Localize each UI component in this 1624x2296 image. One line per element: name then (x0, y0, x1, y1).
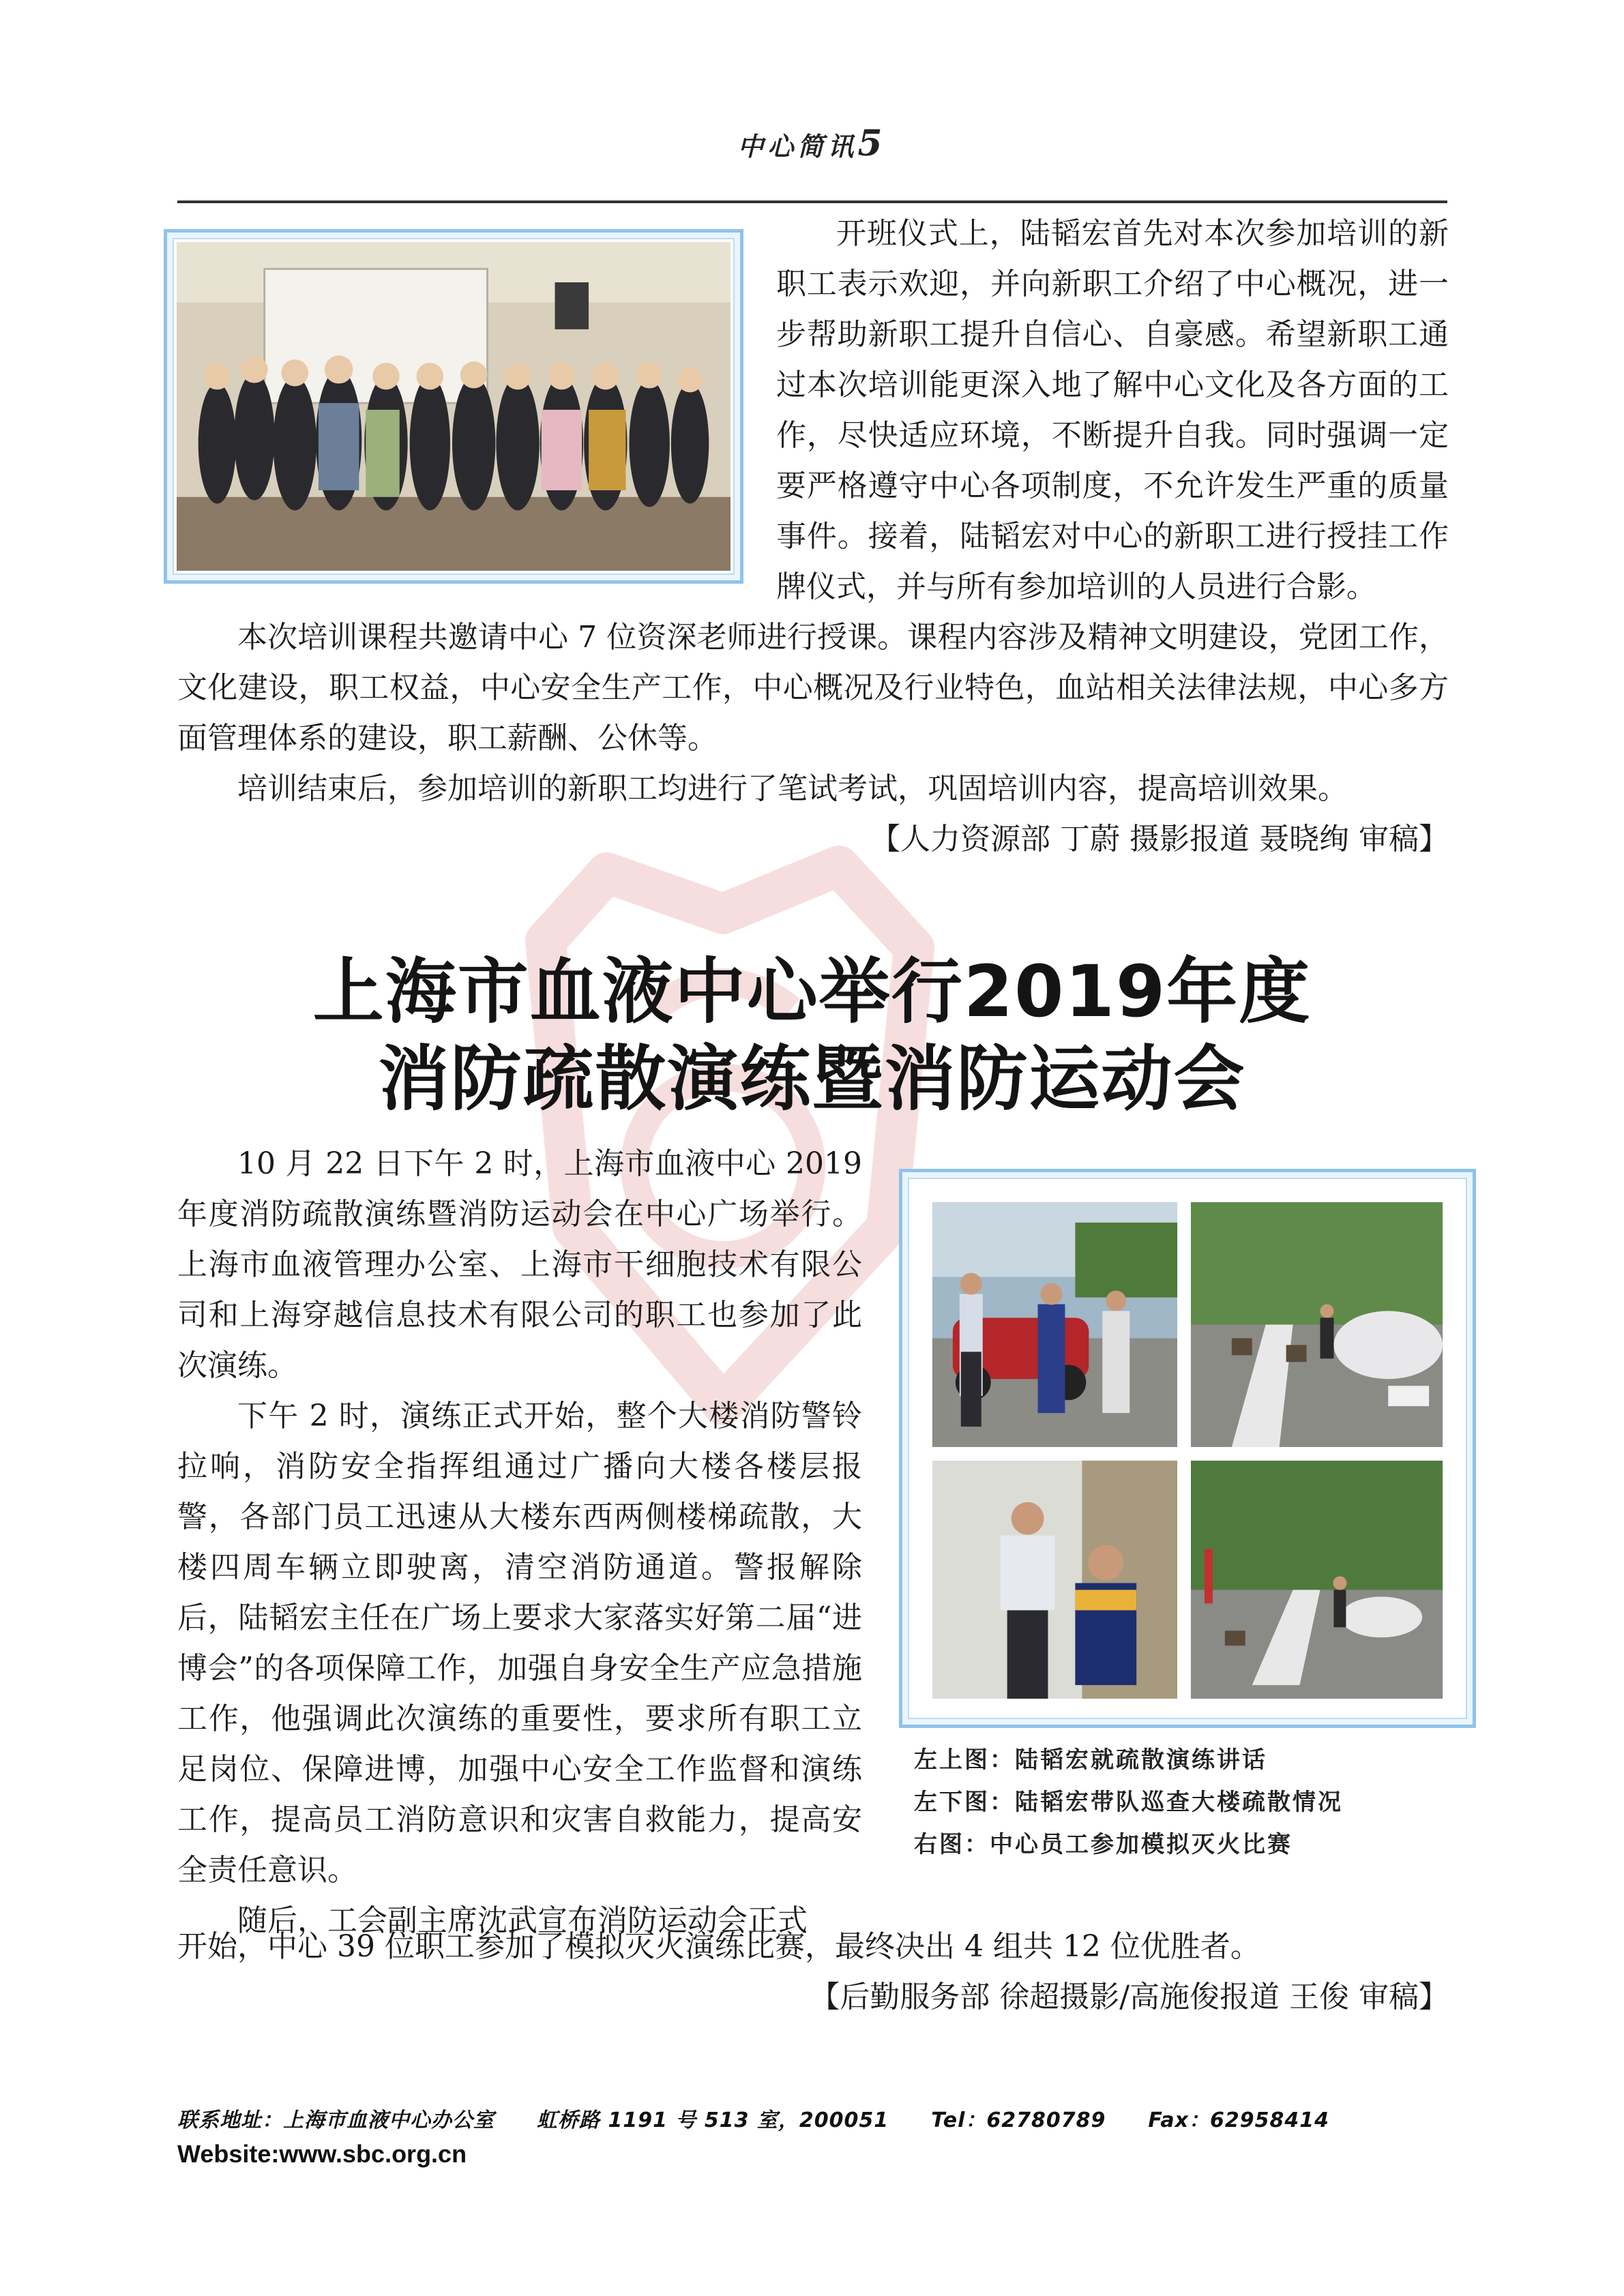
article2-para3-line1: 随后，工会副主席沈武宣布消防运动会正式 (237, 1903, 808, 1938)
page-number: 5 (857, 123, 887, 164)
page-header (0, 123, 1624, 164)
header-divider (177, 200, 1447, 203)
drill-photo-collage (912, 1182, 1463, 1715)
caption-top-left: 左上图：陆韬宏就疏散演练讲话 (914, 1746, 1267, 1774)
drill-photo-frame (899, 1169, 1476, 1728)
article2-credit: 【后勤服务部 徐超摄影/高施俊报道 王俊 审稿】 (810, 1980, 1449, 2014)
photo-top-left (932, 1202, 1177, 1447)
article1-intro-text: 开班仪式上，陆韬宏首先对本次参加培训的新职工表示欢迎，并向新职工介绍了中心概况，进一步帮助新职工提升自信心、自豪感。希望新职工通过本次培训能更深入地了解中心文化及各方面的工作，尽快适应环境，不断提升自我。同时强调一定要严格遵守中心各项制度，不允许发生严重的质量事件。接着，陆韬宏对中心的新职工进行授挂工作牌仪式，并与所有参加培训的人员进行合影。 (776, 216, 1449, 604)
article2-para1: 10 月 22 日下午 2 时，上海市血液中心 2019 年度消防疏散演练暨消防运动会在中心广场举行。上海市血液管理办公室、上海市干细胞技术有限公司和上海穿越信息技术有限公司的职工也参加了此次演练。 (177, 1146, 862, 1383)
photo-bottom-left (932, 1461, 1177, 1699)
article1-credit: 【人力资源部 丁蔚 摄影报道 聂晓绚 审稿】 (870, 822, 1449, 856)
article2-title-line2: 消防疏散演练暨消防运动会 (378, 1037, 1246, 1120)
newsletter-title: 中心简讯 (737, 132, 858, 162)
article1-courses: 本次培训课程共邀请中心 7 位资深老师进行授课。课程内容涉及精神文明建设，党团工作，文化建设，职工权益，中心安全生产工作，中心概况及行业特色，血站相关法律法规，中心多方面管理体系的建设，职工薪酬、公休等。 (177, 620, 1449, 756)
article2-para3-line2: 开始，中心 39 位职工参加了模拟灭火演练比赛，最终决出 4 组共 12 位优胜者。 (177, 1929, 1260, 1964)
caption-right: 右图：中心员工参加模拟灭火比赛 (914, 1831, 1293, 1858)
photo-captions (914, 1739, 1343, 1866)
caption-bottom-left: 左下图：陆韬宏带队巡查大楼疏散情况 (914, 1789, 1343, 1816)
article2-body (177, 1139, 862, 1946)
article1-body (177, 209, 1449, 865)
article2-tail (177, 1922, 1449, 2023)
photo-top-right (1191, 1202, 1443, 1447)
article2-para2: 下午 2 时，演练正式开始，整个大楼消防警铃拉响，消防安全指挥组通过广播向大楼各楼层报警，各部门员工迅速从大楼东西两侧楼梯疏散，大楼四周车辆立即驶离，清空消防通道。警报解除后，陆韬宏主任在广场上要求大家落实好第二届“进博会”的各项保障工作，加强自身安全生产应急措施工作，他强调此次演练的重要性，要求所有职工立足岗位、保障进博，加强中心安全工作监督和演练工作，提高员工消防意识和灾害自救能力，提高安全责任意识。 (177, 1399, 862, 1888)
article1-exam: 培训结束后，参加培训的新职工均进行了笔试考试，巩固培训内容，提高培训效果。 (237, 771, 1348, 806)
footer-website[interactable]: Website:www.sbc.org.cn (177, 2140, 467, 2168)
photo-spacer (177, 209, 776, 612)
photo-bottom-right (1191, 1461, 1443, 1699)
article2-title-line1: 上海市血液中心举行2019年度 (312, 950, 1312, 1033)
footer-contact: 联系地址：上海市血液中心办公室 虹桥路 1191 号 513 室，200051 Tel：62780789 Fax：62958414 (177, 2108, 1329, 2132)
article2-title (0, 948, 1624, 1122)
